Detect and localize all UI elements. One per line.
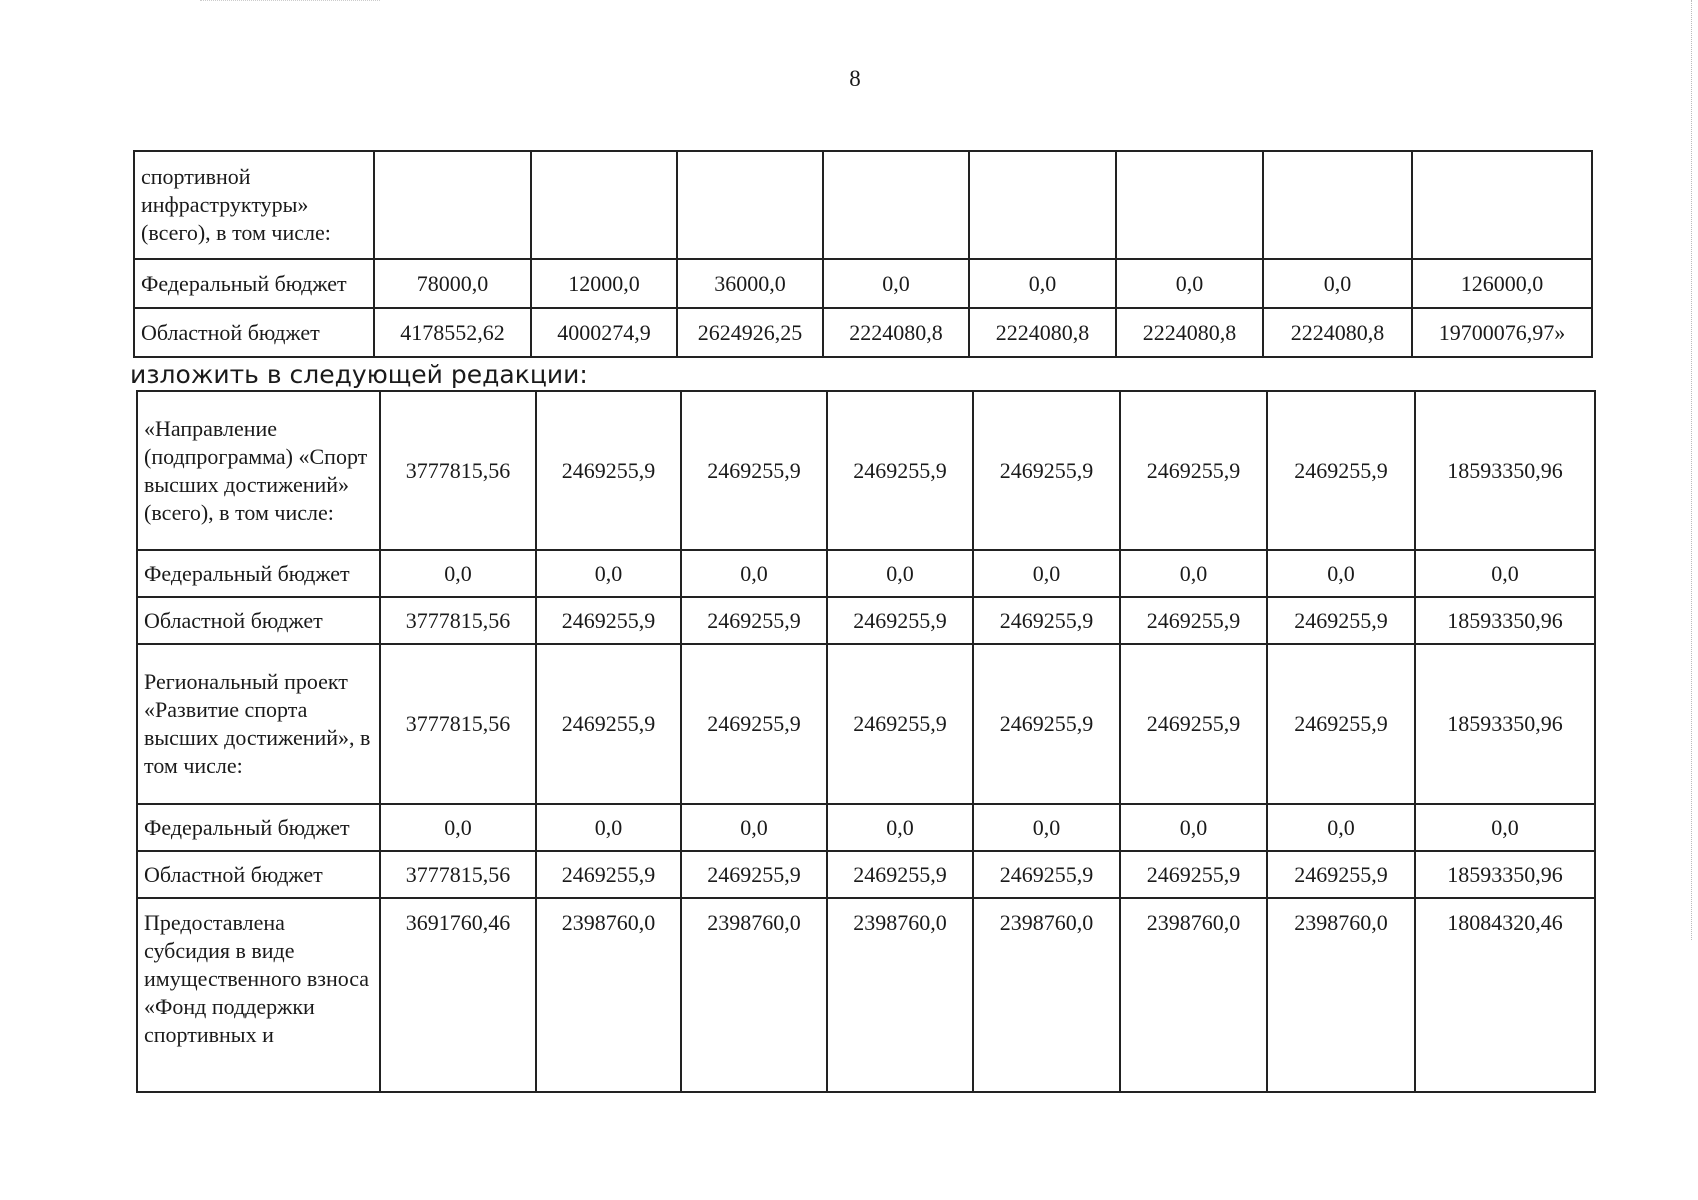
value-cell: 0,0: [1267, 804, 1415, 851]
table-row: [137, 851, 1595, 898]
value-cell: 0,0: [1116, 259, 1263, 308]
table-row: [134, 308, 1592, 357]
value-cell: 0,0: [827, 804, 973, 851]
value-cell: 0,0: [1120, 804, 1267, 851]
value-cell: 2398760,0: [827, 898, 973, 1092]
value-cell: [1263, 151, 1412, 259]
revised-budget-table: [136, 390, 1596, 1093]
total-cell: [1412, 151, 1592, 259]
value-cell: 0,0: [536, 804, 681, 851]
previous-budget-table: [133, 150, 1593, 358]
value-cell: 2469255,9: [1267, 644, 1415, 804]
value-cell: 2469255,9: [536, 597, 681, 644]
value-cell: 2224080,8: [1263, 308, 1412, 357]
value-cell: 4178552,62: [374, 308, 531, 357]
value-cell: 2469255,9: [536, 851, 681, 898]
value-cell: 2624926,25: [677, 308, 823, 357]
value-cell: 12000,0: [531, 259, 677, 308]
value-cell: 2398760,0: [1267, 898, 1415, 1092]
row-label: «Направление (подпрограмма) «Спорт высших достижений» (всего), в том числе:: [137, 391, 380, 550]
value-cell: 0,0: [681, 804, 827, 851]
scan-artifact: [200, 0, 380, 4]
value-cell: 2469255,9: [1120, 597, 1267, 644]
value-cell: 2398760,0: [681, 898, 827, 1092]
value-cell: 2469255,9: [973, 597, 1120, 644]
value-cell: 2224080,8: [969, 308, 1116, 357]
scan-edge-artifact: [1691, 0, 1695, 940]
value-cell: 4000274,9: [531, 308, 677, 357]
value-cell: 2469255,9: [681, 851, 827, 898]
value-cell: 2469255,9: [973, 644, 1120, 804]
table-row: [134, 151, 1592, 259]
total-cell: 18593350,96: [1415, 851, 1595, 898]
value-cell: 3777815,56: [380, 644, 536, 804]
value-cell: 2224080,8: [1116, 308, 1263, 357]
value-cell: 2469255,9: [681, 644, 827, 804]
row-label: Областной бюджет: [134, 308, 374, 357]
row-label: Предоставлена субсидия в виде имущественного взноса «Фонд поддержки спортивных и: [137, 898, 380, 1092]
table-row: [134, 259, 1592, 308]
value-cell: 2469255,9: [1120, 851, 1267, 898]
total-cell: 18593350,96: [1415, 391, 1595, 550]
value-cell: 0,0: [536, 550, 681, 597]
total-cell: 126000,0: [1412, 259, 1592, 308]
total-cell: 18593350,96: [1415, 597, 1595, 644]
value-cell: 3777815,56: [380, 391, 536, 550]
row-label: Областной бюджет: [137, 851, 380, 898]
value-cell: [1116, 151, 1263, 259]
edit-instruction: изложить в следующей редакции:: [130, 360, 588, 389]
table-row: [137, 597, 1595, 644]
value-cell: [823, 151, 969, 259]
value-cell: 0,0: [973, 550, 1120, 597]
table-row: [137, 391, 1595, 550]
value-cell: 0,0: [973, 804, 1120, 851]
value-cell: 2398760,0: [973, 898, 1120, 1092]
table-row: [137, 804, 1595, 851]
value-cell: 3777815,56: [380, 597, 536, 644]
value-cell: 0,0: [1267, 550, 1415, 597]
value-cell: 0,0: [969, 259, 1116, 308]
value-cell: 2469255,9: [536, 644, 681, 804]
value-cell: 2469255,9: [1120, 391, 1267, 550]
value-cell: 78000,0: [374, 259, 531, 308]
value-cell: 2469255,9: [1267, 851, 1415, 898]
value-cell: 2469255,9: [536, 391, 681, 550]
value-cell: 0,0: [380, 804, 536, 851]
value-cell: 36000,0: [677, 259, 823, 308]
value-cell: 3777815,56: [380, 851, 536, 898]
value-cell: 3691760,46: [380, 898, 536, 1092]
total-cell: 19700076,97»: [1412, 308, 1592, 357]
value-cell: 2469255,9: [827, 391, 973, 550]
row-label: спортивной инфраструктуры» (всего), в том числе:: [134, 151, 374, 259]
table-row: [137, 644, 1595, 804]
value-cell: 2469255,9: [1267, 391, 1415, 550]
value-cell: 2469255,9: [827, 851, 973, 898]
row-label: Федеральный бюджет: [134, 259, 374, 308]
value-cell: [969, 151, 1116, 259]
value-cell: 2398760,0: [536, 898, 681, 1092]
row-label: Региональный проект «Развитие спорта высших достижений», в том числе:: [137, 644, 380, 804]
value-cell: 0,0: [1120, 550, 1267, 597]
value-cell: 2469255,9: [681, 597, 827, 644]
value-cell: 0,0: [1263, 259, 1412, 308]
value-cell: 2469255,9: [827, 644, 973, 804]
total-cell: 18593350,96: [1415, 644, 1595, 804]
value-cell: 0,0: [380, 550, 536, 597]
total-cell: 18084320,46: [1415, 898, 1595, 1092]
value-cell: 0,0: [827, 550, 973, 597]
row-label: Федеральный бюджет: [137, 550, 380, 597]
value-cell: 2224080,8: [823, 308, 969, 357]
total-cell: 0,0: [1415, 804, 1595, 851]
value-cell: [531, 151, 677, 259]
page-number: 8: [849, 66, 861, 91]
value-cell: 2469255,9: [827, 597, 973, 644]
value-cell: 0,0: [681, 550, 827, 597]
value-cell: 2469255,9: [973, 391, 1120, 550]
value-cell: 0,0: [823, 259, 969, 308]
table-row: [137, 550, 1595, 597]
total-cell: 0,0: [1415, 550, 1595, 597]
value-cell: 2398760,0: [1120, 898, 1267, 1092]
row-label: Областной бюджет: [137, 597, 380, 644]
value-cell: [677, 151, 823, 259]
row-label: Федеральный бюджет: [137, 804, 380, 851]
table-row: [137, 898, 1595, 1092]
value-cell: 2469255,9: [1267, 597, 1415, 644]
value-cell: 2469255,9: [1120, 644, 1267, 804]
value-cell: 2469255,9: [973, 851, 1120, 898]
value-cell: 2469255,9: [681, 391, 827, 550]
value-cell: [374, 151, 531, 259]
